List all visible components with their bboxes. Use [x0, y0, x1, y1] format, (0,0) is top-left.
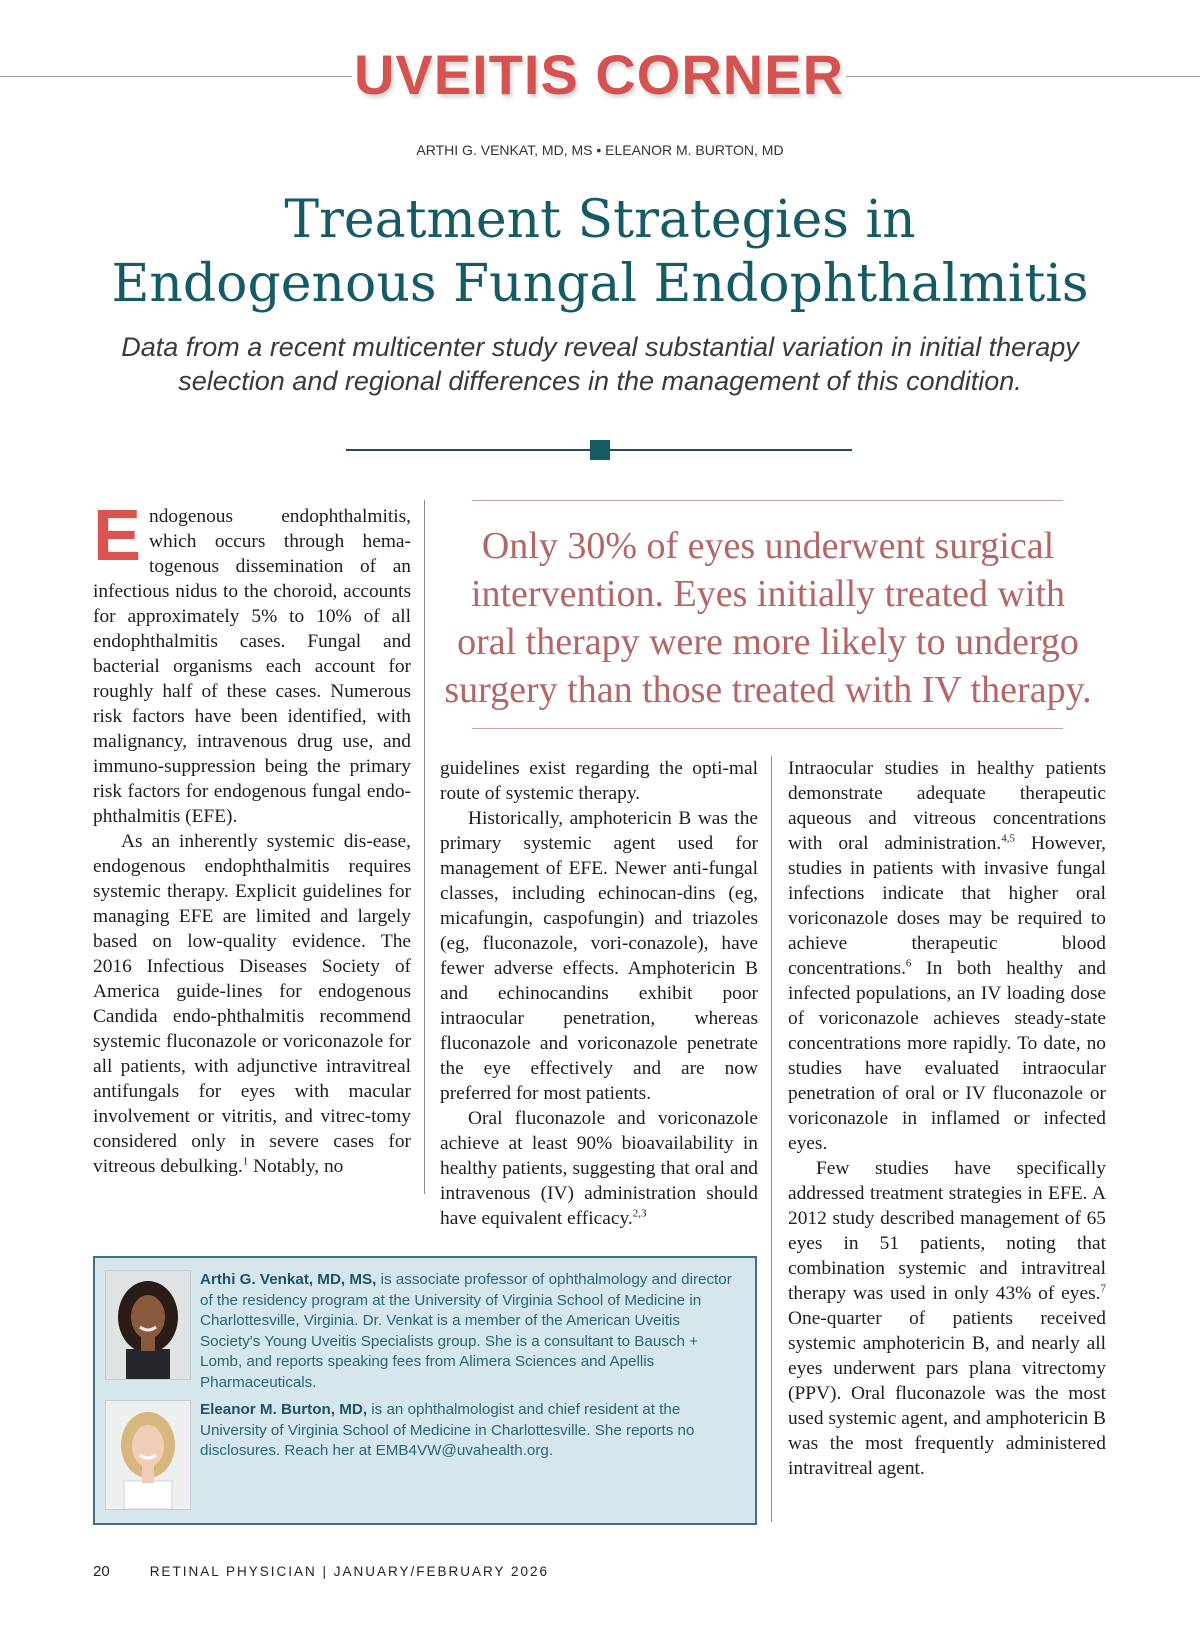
bio-name: Arthi G. Venkat, MD, MS, [200, 1271, 377, 1288]
headline-line-2: Endogenous Fungal Endophthalmitis [111, 254, 1089, 314]
reference-mark: 7 [1100, 1282, 1106, 1295]
pullquote-line: surgery than those treated with IV therapy. [444, 669, 1092, 711]
author-photo-burton [105, 1400, 191, 1510]
page-footer [93, 1563, 549, 1580]
paragraph [788, 756, 1106, 1156]
paragraph: guidelines exist regarding the opti-mal route of systemic therapy. [440, 758, 758, 804]
paragraph-text: Few studies have specifically addressed treatment strategies in EFE. A 2012 study described management of 65 eyes in 51 patients, noting that combination systemic and intravitreal therapy was used in only 43% of eyes. [788, 1158, 1106, 1304]
body-column-3 [788, 756, 1106, 1481]
reference-mark: 1 [242, 1155, 249, 1168]
paragraph-text: Intraocular studies in healthy patients demonstrate adequate therapeutic aqueous and vitreous concentrations with oral administration. [788, 758, 1106, 854]
header-rule-right [846, 76, 1200, 77]
author-bio-box [93, 1256, 757, 1525]
headline-line-1: Treatment Strategies in [284, 190, 916, 250]
article-headline [100, 188, 1100, 316]
header-rule-left [0, 76, 352, 77]
column-divider [424, 500, 425, 1194]
publication-line: RETINAL PHYSICIAN | JANUARY/FEBRUARY 2026 [149, 1564, 550, 1579]
reference-mark: 2,3 [632, 1207, 647, 1220]
pullquote-rule-bottom [472, 728, 1063, 729]
paragraph [440, 1106, 758, 1231]
byline: ARTHI G. VENKAT, MD, MS • ELEANOR M. BURTON, MD [416, 142, 784, 158]
bio-text: is an ophthalmologist and chief resident at the University of Virginia School of Medicine in Charlottesville. She reports no disclosures. Reach her at EMB4VW@uvahealth.org. [200, 1401, 695, 1459]
pullquote-rule-top [472, 500, 1063, 501]
paragraph: Historically, amphotericin B was the primary systemic agent used for management of EFE. Newer anti-fungal classes, including echinocan-dins (eg, micafungin, caspofungin) and triazoles (eg, fluconazole, vori-conazole), have fewer adverse effects. Amphotericin B and echinocandins exhibit poor intraocular penetration, whereas fluconazole and voriconazole penetrate the eye effectively and are now preferred for most patients. [440, 808, 758, 1104]
paragraph-text: Oral fluconazole and voriconazole achieve at least 90% bioavailability in healthy patients, suggesting that oral and intravenous (IV) administration should have equivalent efficacy. [440, 1108, 758, 1229]
bio-name: Eleanor M. Burton, MD, [200, 1401, 368, 1418]
paragraph [788, 1156, 1106, 1481]
pull-quote [436, 522, 1100, 714]
body-column-1 [93, 496, 411, 1179]
bio-text: is associate professor of ophthalmology and director of the residency program at the University of Virginia School of Medicine in Charlottesville, Virginia. Dr. Venkat is a member of the American Uveitis Society's Young Uveitis Specialists group. She is a consultant to Bausch + Lomb, and reports speaking fees from Alimera Sciences and Apellis Pharmaceuticals. [200, 1271, 732, 1391]
paragraph [93, 829, 411, 1179]
column-divider [771, 756, 772, 1522]
bio-venkat [200, 1270, 740, 1393]
section-title: UVEITIS CORNER [353, 43, 845, 106]
bio-burton [200, 1400, 740, 1462]
paragraph-text: As an inherently systemic dis-ease, endogenous endophthalmitis requires systemic therapy. Explicit guidelines for managing EFE are limited and largely based on low-quality evidence. The 2016 Infectious Diseases Society of America guide-lines for endogenous Candida endo-phthalmitis recommend systemic fluconazole or voriconazole for all patients, with adjunctive intravitreal antifungals for eyes with macular involvement or vitritis, and vitrec-tomy considered only in severe cases for vitreous debulking. [93, 831, 411, 1177]
author-photo-venkat [105, 1270, 191, 1380]
deck-line-2: selection and regional differences in the management of this condition. [178, 366, 1022, 396]
article-deck [100, 330, 1100, 398]
intro-text: ndogenous endophthalmitis, which occurs through hema-togenous dissemination of an infectious nidus to the choroid, accounts for approximately 5% to 10% of all endophthalmitis cases. Fungal and bacterial organisms each account for roughly half of these cases. Numerous risk factors have been identified, with malignancy, intravenous drug use, and immuno-suppression being the primary risk factors for endogenous fungal endo-phthalmitis (EFE). [93, 506, 411, 827]
reference-mark: 4,5 [1001, 832, 1015, 845]
ornament-square [590, 440, 610, 460]
paragraph-text: However, studies in patients with invasive fungal infections indicate that higher oral voriconazole doses may be required to achieve therapeutic blood concentrations. [788, 833, 1106, 979]
paragraph-text: Notably, no [248, 1156, 344, 1177]
reference-mark: 6 [905, 957, 912, 970]
paragraph-text: In both healthy and infected populations, an IV loading dose of voriconazole achieves steady-state concentrations more rapidly. To date, no studies have evaluated intraocular penetration of oral or IV fluconazole or voriconazole in inflamed or infected eyes. [788, 958, 1106, 1154]
pullquote-line: oral therapy were more likely to undergo [457, 621, 1079, 663]
portrait-icon [106, 1271, 190, 1379]
deck-line-1: Data from a recent multicenter study reveal substantial variation in initial therapy [121, 332, 1079, 362]
body-column-2 [440, 756, 758, 1231]
paragraph-text: One-quarter of patients received systemic amphotericin B, and nearly all eyes underwent pars plana vitrectomy (PPV). Oral fluconazole was the most used systemic agent, and amphotericin B was the most frequently administered intravitreal agent. [788, 1308, 1106, 1479]
pullquote-line: intervention. Eyes initially treated with [470, 573, 1066, 615]
drop-cap: E [93, 496, 142, 576]
portrait-icon [106, 1401, 190, 1509]
intro-paragraph [93, 496, 411, 829]
page-number: 20 [93, 1563, 110, 1580]
pullquote-line: Only 30% of eyes underwent surgical [481, 525, 1055, 567]
